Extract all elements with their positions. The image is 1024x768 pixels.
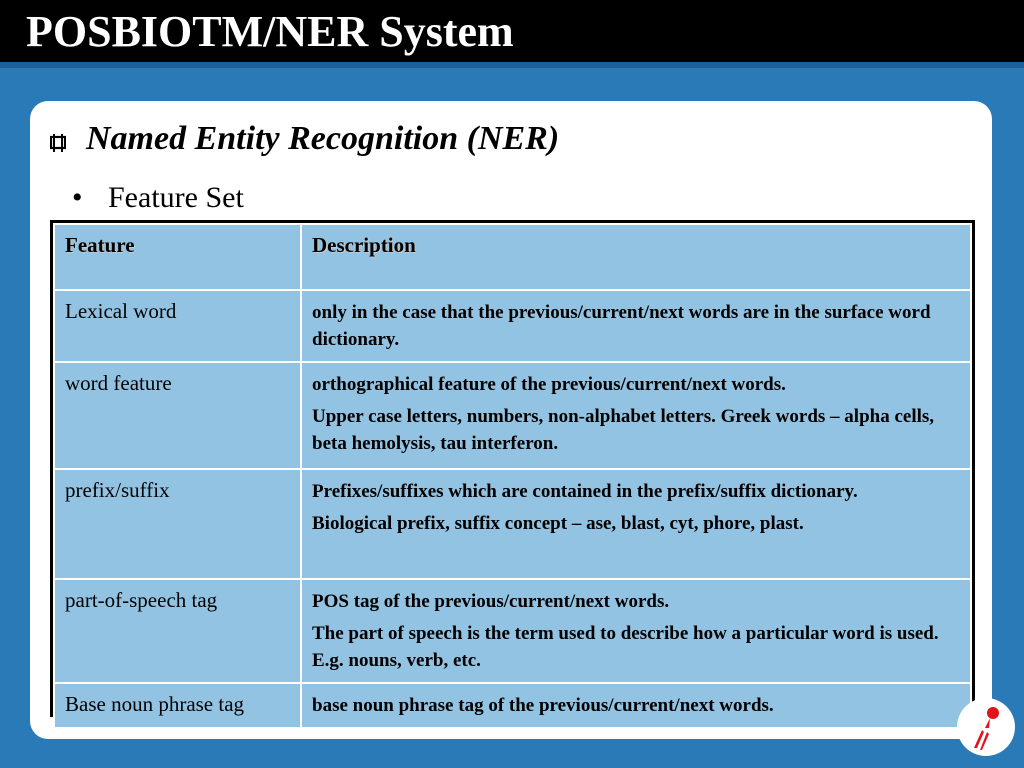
description-text: only in the case that the previous/current/next words are in the surface word dictionary. [312,302,931,350]
feature-cell: Lexical word [54,290,301,362]
description-cell [301,469,971,579]
table-row [54,683,971,728]
description-text: Prefixes/suffixes which are contained in the prefix/suffix dictionary. [312,481,858,502]
feature-cell: Base noun phrase tag [54,683,301,728]
section-heading: Named Entity Recognition (NER) [86,120,560,157]
description-cell [301,362,971,469]
description-text: Biological prefix, suffix concept – ase, blast, cyt, phore, plast. [312,513,804,534]
feature-table-frame [50,220,975,717]
sub-item-feature-set: Feature Set [108,181,244,214]
table-row [54,469,971,579]
description-text: POS tag of the previous/current/next words. [312,591,670,612]
description-cell [301,579,971,683]
description-cell [301,290,971,362]
feature-cell: prefix/suffix [54,469,301,579]
sub-bullet: • [72,181,83,214]
feature-table [53,223,972,729]
description-text: The part of speech is the term used to describe how a particular word is used. E.g. nouns, verb, etc. [312,623,939,671]
description-text: orthographical feature of the previous/current/next words. [312,374,786,395]
header-feature: Feature [54,224,301,290]
table-header-row [54,224,971,290]
title-rule [0,62,1024,68]
logo-icon [956,696,1016,758]
description-cell [301,683,971,728]
feature-cell: word feature [54,362,301,469]
table-row [54,362,971,469]
header-description: Description [301,224,971,290]
table-row [54,290,971,362]
slide-title: POSBIOTM/NER System [26,7,514,56]
description-text: base noun phrase tag of the previous/current/next words. [312,695,774,716]
square-bullet-icon [50,134,66,152]
feature-cell: part-of-speech tag [54,579,301,683]
table-row [54,579,971,683]
description-text: Upper case letters, numbers, non-alphabet letters. Greek words – alpha cells, beta hemolysis, tau interferon. [312,406,935,454]
